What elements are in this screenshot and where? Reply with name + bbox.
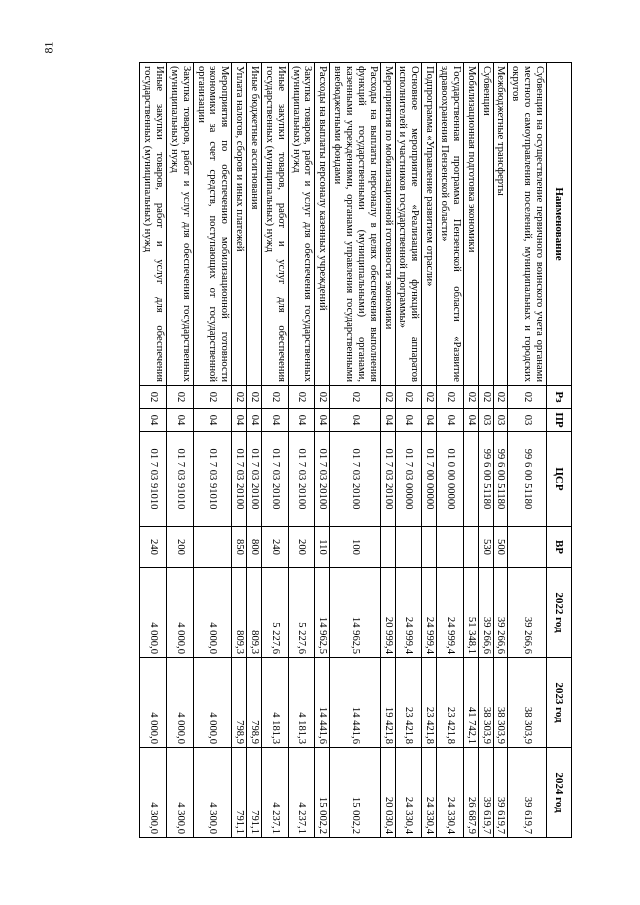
table-cell-2023: 14 441,6 [330, 658, 380, 748]
table-cell-2022: 51 348,1 [463, 568, 478, 658]
table-cell-pr: 04 [315, 409, 330, 432]
table-cell-csr: 99 6 00 51180 [478, 432, 493, 527]
header-name: Наименование [547, 63, 572, 386]
page-number: 81 [41, 41, 56, 54]
table-cell-name: Уплата налогов, сборов и иных платежей [232, 63, 247, 386]
table-cell-rz: 02 [478, 386, 493, 409]
table-cell-rz: 02 [463, 386, 478, 409]
table-cell-pr: 04 [140, 409, 167, 432]
table-cell-2022: 5 227,6 [288, 568, 315, 658]
table-cell-name: Государственная программа Пензенской области «Развитие здравоохранения Пензенской области» [437, 63, 464, 386]
table-cell-vr [463, 527, 478, 568]
table-cell-rz: 02 [493, 386, 508, 409]
table-cell-2022: 39 266,6 [508, 568, 547, 658]
table-cell-2023: 798,9 [232, 658, 247, 748]
table-row [288, 63, 315, 838]
table-cell-2023: 38 303,9 [508, 658, 547, 748]
table-cell-2024: 39 619,7 [508, 748, 547, 838]
table-cell-2023: 14 441,6 [315, 658, 330, 748]
table-cell-pr: 04 [232, 409, 247, 432]
table-cell-2022: 14 962,5 [315, 568, 330, 658]
table-cell-2022: 24 999,4 [395, 568, 422, 658]
table-cell-vr [422, 527, 437, 568]
table-row [508, 63, 547, 838]
table-cell-rz: 02 [422, 386, 437, 409]
table-cell-name: Иные закупки товаров, работ и услуг для обеспечения государственных (муниципальных) нужд [140, 63, 167, 386]
table-row [261, 63, 288, 838]
table-cell-2023: 38 303,9 [493, 658, 508, 748]
table-row [380, 63, 395, 838]
table-cell-pr: 04 [193, 409, 232, 432]
table-cell-vr: 200 [288, 527, 315, 568]
table-cell-2022: 4 000,0 [166, 568, 193, 658]
table-cell-vr: 200 [166, 527, 193, 568]
header-2022: 2022 год [547, 568, 572, 658]
table-row [463, 63, 478, 838]
table-cell-pr: 03 [493, 409, 508, 432]
table-cell-name: Закупка товаров, работ и услуг для обеспечения государственных (муниципальных) нужд [288, 63, 315, 386]
table-cell-2023: 23 421,8 [422, 658, 437, 748]
table-cell-2022: 14 962,5 [330, 568, 380, 658]
table-body [140, 63, 547, 838]
table-row [140, 63, 167, 838]
table-cell-2024: 24 330,4 [422, 748, 437, 838]
table-cell-vr: 110 [315, 527, 330, 568]
table-cell-vr [437, 527, 464, 568]
table-cell-2024: 791,1 [247, 748, 262, 838]
table-cell-2023: 23 421,8 [437, 658, 464, 748]
table-cell-name: Мобилизационная подготовка экономики [463, 63, 478, 386]
table-cell-csr: 01 7 03 91010 [166, 432, 193, 527]
table-cell-rz: 02 [437, 386, 464, 409]
table-cell-vr: 100 [330, 527, 380, 568]
table-cell-2024: 26 687,9 [463, 748, 478, 838]
table-cell-rz: 02 [193, 386, 232, 409]
table-cell-2024: 4 300,0 [193, 748, 232, 838]
table-cell-2024: 15 002,2 [330, 748, 380, 838]
table-cell-2024: 39 619,7 [478, 748, 493, 838]
header-2023: 2023 год [547, 658, 572, 748]
table-cell-name: Расходы на выплаты персоналу казенных учреждений [315, 63, 330, 386]
table-cell-rz: 02 [330, 386, 380, 409]
table-cell-vr: 500 [493, 527, 508, 568]
table-row [493, 63, 508, 838]
table-cell-2024: 791,1 [232, 748, 247, 838]
table-cell-csr: 01 7 03 91010 [140, 432, 167, 527]
table-cell-name: Субвенции на осуществление первичного воинского учета органами местного самоуправления поселений, муниципальных и городских округов [508, 63, 547, 386]
table-cell-name: Межбюджетные трансферты [493, 63, 508, 386]
table-cell-name: Закупка товаров, работ и услуг для обеспечения государственных (муниципальных) нужд [166, 63, 193, 386]
table-cell-2022: 5 227,6 [261, 568, 288, 658]
table-cell-csr: 01 7 03 91010 [193, 432, 232, 527]
table-cell-vr [380, 527, 395, 568]
table-cell-2024: 39 619,7 [493, 748, 508, 838]
table-cell-2023: 4 181,3 [288, 658, 315, 748]
table-cell-name: Субвенции [478, 63, 493, 386]
rotated-page-content [84, 62, 572, 837]
table-cell-pr: 04 [247, 409, 262, 432]
table-cell-2023: 41 742,1 [463, 658, 478, 748]
table-cell-csr: 01 7 03 20100 [380, 432, 395, 527]
table-cell-csr: 99 6 00 51180 [508, 432, 547, 527]
table-cell-2024: 4 237,1 [288, 748, 315, 838]
table-cell-pr: 04 [330, 409, 380, 432]
table-cell-csr: 01 0 00 00000 [437, 432, 464, 527]
table-cell-2022: 4 000,0 [193, 568, 232, 658]
table-row [166, 63, 193, 838]
budget-table [139, 62, 572, 838]
table-row [247, 63, 262, 838]
table-cell-rz: 02 [247, 386, 262, 409]
table-cell-2024: 20 030,4 [380, 748, 395, 838]
table-cell-rz: 02 [140, 386, 167, 409]
table-cell-csr: 01 7 00 00000 [422, 432, 437, 527]
table-cell-2022: 24 999,4 [422, 568, 437, 658]
table-cell-2024: 4 300,0 [140, 748, 167, 838]
table-row [232, 63, 247, 838]
table-cell-csr: 01 7 03 20100 [232, 432, 247, 527]
table-cell-csr: 01 7 03 20100 [261, 432, 288, 527]
table-row [315, 63, 330, 838]
table-cell-vr [193, 527, 232, 568]
table-cell-csr: 01 7 03 00000 [395, 432, 422, 527]
table-cell-vr [508, 527, 547, 568]
table-cell-name: Основное мероприятие «Реализация функций аппаратов исполнителей и участников государственной программы» [395, 63, 422, 386]
table-cell-rz: 02 [261, 386, 288, 409]
table-cell-rz: 02 [315, 386, 330, 409]
table-cell-csr [463, 432, 478, 527]
table-cell-2022: 4 000,0 [140, 568, 167, 658]
table-cell-2024: 4 300,0 [166, 748, 193, 838]
header-csr: ЦСР [547, 432, 572, 527]
table-cell-rz: 02 [232, 386, 247, 409]
table-cell-name: Подпрограмма «Управление развитием отрасли» [422, 63, 437, 386]
table-cell-2023: 38 303,9 [478, 658, 493, 748]
table-row [437, 63, 464, 838]
table-cell-2023: 23 421,8 [395, 658, 422, 748]
table-row [193, 63, 232, 838]
table-cell-pr: 04 [422, 409, 437, 432]
header-row [547, 63, 572, 838]
table-cell-name: Мероприятия по мобилизационной готовности экономики [380, 63, 395, 386]
table-cell-2023: 4 000,0 [166, 658, 193, 748]
table-cell-pr: 04 [463, 409, 478, 432]
table-cell-rz: 02 [380, 386, 395, 409]
table-row [395, 63, 422, 838]
table-cell-pr: 04 [380, 409, 395, 432]
table-cell-vr [395, 527, 422, 568]
header-2024: 2024 год [547, 748, 572, 838]
header-rz: Рз [547, 386, 572, 409]
table-cell-pr: 04 [261, 409, 288, 432]
table-cell-2023: 4 000,0 [193, 658, 232, 748]
table-cell-2024: 24 330,4 [437, 748, 464, 838]
table-cell-pr: 04 [166, 409, 193, 432]
table-cell-name: Мероприятия по обеспечению мобилизационной готовности экономики за счет средств, поступающих от государственной организации [193, 63, 232, 386]
table-cell-csr: 01 7 03 20100 [315, 432, 330, 527]
table-cell-rz: 02 [508, 386, 547, 409]
table-cell-vr: 530 [478, 527, 493, 568]
table-cell-pr: 03 [508, 409, 547, 432]
table-header [547, 63, 572, 838]
table-cell-pr: 04 [288, 409, 315, 432]
table-cell-2024: 15 002,2 [315, 748, 330, 838]
table-cell-2022: 809,3 [247, 568, 262, 658]
header-pr: ПР [547, 409, 572, 432]
table-cell-csr: 01 7 03 20100 [288, 432, 315, 527]
table-cell-rz: 02 [288, 386, 315, 409]
table-cell-pr: 04 [395, 409, 422, 432]
table-row [422, 63, 437, 838]
table-cell-2024: 4 237,1 [261, 748, 288, 838]
table-cell-vr: 240 [261, 527, 288, 568]
table-cell-2022: 24 999,4 [437, 568, 464, 658]
table-cell-name: Иные закупки товаров, работ и услуг для обеспечения государственных (муниципальных) нужд [261, 63, 288, 386]
table-cell-2022: 39 266,6 [478, 568, 493, 658]
table-cell-2022: 39 266,6 [493, 568, 508, 658]
table-row [330, 63, 380, 838]
table-cell-pr: 04 [437, 409, 464, 432]
table-cell-2022: 20 999,4 [380, 568, 395, 658]
table-cell-csr: 99 6 00 51180 [493, 432, 508, 527]
table-cell-vr: 800 [247, 527, 262, 568]
table-cell-csr: 01 7 03 20100 [330, 432, 380, 527]
header-vr: ВР [547, 527, 572, 568]
table-cell-csr: 01 7 03 20100 [247, 432, 262, 527]
table-cell-2023: 798,9 [247, 658, 262, 748]
table-cell-2023: 19 421,8 [380, 658, 395, 748]
table-row [478, 63, 493, 838]
table-cell-2022: 809,3 [232, 568, 247, 658]
table-cell-2024: 24 330,4 [395, 748, 422, 838]
table-cell-name: Иные бюджетные ассигнования [247, 63, 262, 386]
table-cell-rz: 02 [166, 386, 193, 409]
table-cell-pr: 03 [478, 409, 493, 432]
table-cell-vr: 240 [140, 527, 167, 568]
table-cell-rz: 02 [395, 386, 422, 409]
table-cell-vr: 850 [232, 527, 247, 568]
table-cell-2023: 4 000,0 [140, 658, 167, 748]
table-cell-name: Расходы на выплаты персоналу в целях обеспечения выполнения функций государственными (муниципальными) органами, казенными учреждениями, органами управления государственными внебюджетными фондами [330, 63, 380, 386]
table-cell-2023: 4 181,3 [261, 658, 288, 748]
